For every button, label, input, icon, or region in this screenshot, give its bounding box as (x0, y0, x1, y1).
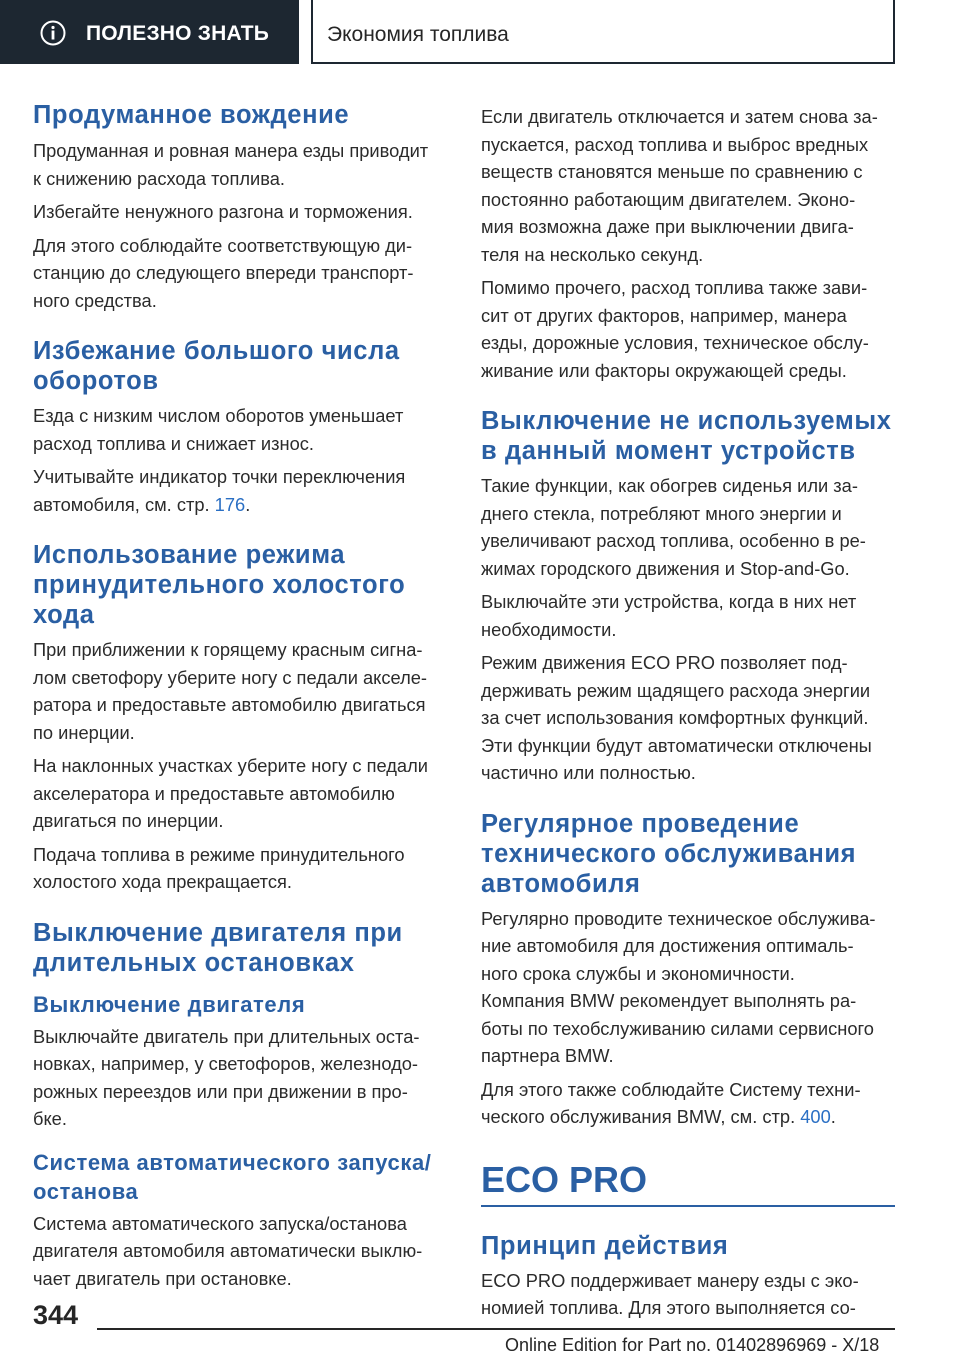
paragraph (481, 1267, 899, 1322)
section-tab (0, 0, 299, 64)
page-reference-link[interactable]: 176 (214, 493, 246, 515)
text-line: акселератора и предоставьте автомобилю (33, 782, 395, 804)
paragraph (33, 232, 451, 315)
text-line: постоянно работающим двигателем. Эконо- (481, 188, 856, 210)
text-line: автомобиля, см. стр. 176. (33, 493, 251, 515)
text-line: Режим движения ECO PRO позволяет под- (481, 652, 848, 673)
text-line: новках, например, у светофоров, железнодо- (33, 1053, 419, 1074)
text-line: партнера BMW. (481, 1045, 614, 1066)
paragraph (481, 274, 899, 384)
text-line: Подача топлива в режиме принудительного (33, 843, 405, 865)
footer-rule (97, 1328, 895, 1330)
text-line: холостого хода прекращается. (33, 871, 292, 892)
text-line: расход топлива и снижает износ. (33, 432, 315, 454)
text-line: сит от других факторов, например, манера (481, 304, 847, 326)
text-line: живание или факторы окружающей среды. (481, 359, 847, 381)
heading-avoid-high-rpm (33, 336, 451, 396)
text-line: мия возможна даже при выключении двига- (481, 216, 854, 237)
text-line: ECO PRO поддерживает манеру езды с эко- (481, 1269, 859, 1291)
paragraph (33, 137, 451, 192)
heading-line: принудительного холостого (33, 571, 406, 599)
heading-line: в данный момент устройств (481, 437, 856, 465)
text-line: Если двигатель отключается и затем снова за- (481, 106, 878, 127)
chapter-header (311, 0, 895, 64)
text-line: рожных переездов или при движении в про- (33, 1080, 408, 1102)
paragraph (481, 905, 899, 1070)
text-line: веществ становятся меньше по сравнению с (481, 161, 863, 182)
text-line: ного средства. (33, 289, 157, 311)
heading-line: Выключение двигателя при (33, 918, 403, 947)
text-line: ческого обслуживания BMW, см. стр. 400. (481, 1106, 836, 1127)
text-line: На наклонных участках уберите ногу с педали (33, 755, 428, 776)
page-number: 344 (33, 1300, 79, 1330)
text-line: Выключайте двигатель при длительных оста- (33, 1025, 420, 1047)
text-line: номией топлива. Для этого выполняется со- (481, 1297, 856, 1318)
paragraph (481, 649, 899, 787)
heading-line: автомобиля (481, 869, 641, 898)
heading-rule (481, 1205, 895, 1207)
heading-thoughtful-driving: Продуманное вождение (33, 101, 350, 129)
text-line: Езда с низким числом оборотов уменьшает (33, 405, 404, 426)
text-line: Для этого соблюдайте соответствующую ди- (33, 234, 413, 256)
heading-operating-principle: Принцип действия (481, 1231, 729, 1260)
text-line: к снижению расхода топлива. (33, 167, 285, 189)
text-line: боты по техобслуживанию силами сервисного (481, 1017, 874, 1039)
text-line: бке. (33, 1108, 67, 1129)
heading-line: технического обслуживания (481, 839, 857, 868)
text-line: жимах городского движения и Stop-and-Go. (481, 557, 850, 579)
page-reference-link[interactable]: 400 (800, 1106, 831, 1127)
text-line: Для этого также соблюдайте Систему техни- (481, 1078, 861, 1100)
section-tab-label: ПОЛЕЗНО ЗНАТЬ (86, 22, 270, 45)
text-line: теля на несколько секунд. (481, 243, 704, 265)
text-line: Избегайте ненужного разгона и торможения. (33, 201, 413, 222)
text-line: двигаться по инерции. (33, 810, 224, 831)
text-line: При приближении к горящему красным сигна- (33, 639, 423, 660)
heading-line: Система автоматического запуска/ (33, 1149, 432, 1175)
text-line: днего стекла, потребляют много энергии и (481, 502, 842, 524)
text-line: ного срока службы и экономичности. (481, 962, 795, 984)
chapter-heading-eco-pro: ECO PRO (481, 1158, 648, 1200)
text-line: держивать режим щадящего расхода энергии (481, 679, 871, 701)
heading-line: останова (33, 1178, 139, 1204)
text-line: Помимо прочего, расход топлива также зави- (481, 277, 868, 298)
footer-edition: Online Edition for Part no. 01402896969 - X/18 (505, 1335, 880, 1355)
text-line: езды, дорожные условия, техническое обслу- (481, 332, 869, 353)
text-line: Такие функции, как обогрев сиденья или за- (481, 475, 858, 496)
text-line: станцию до следующего впереди транспорт- (33, 262, 414, 283)
heading-regular-maintenance (481, 809, 899, 899)
heading-line: Выключение не используемых (481, 407, 892, 435)
heading-coasting-mode (33, 540, 451, 630)
text-line: чает двигатель при остановке. (33, 1267, 292, 1289)
text-line: Компания BMW рекомендует выполнять ра- (481, 990, 857, 1011)
paragraph (481, 103, 899, 268)
heading-line: хода (33, 601, 95, 629)
paragraph (33, 402, 451, 457)
text-line: двигателя автомобиля автоматически выклю- (33, 1240, 423, 1261)
heading-switch-off-devices (481, 406, 899, 466)
chapter-title: Экономия топлива (327, 23, 509, 46)
paragraph (481, 588, 899, 643)
text-line: Выключайте эти устройства, когда в них нет (481, 591, 857, 612)
paragraph (33, 198, 451, 226)
paragraph (481, 472, 899, 582)
heading-line: оборотов (33, 367, 159, 395)
paragraph (33, 636, 451, 746)
subheading-engine-off: Выключение двигателя (33, 991, 306, 1017)
paragraph (33, 1210, 451, 1293)
paragraph (33, 752, 451, 835)
heading-line: Избежание большого числа (33, 337, 400, 365)
text-line: по инерции. (33, 721, 135, 743)
paragraph (33, 841, 451, 896)
text-line: ние автомобиля для достижения оптималь- (481, 935, 854, 956)
text-line: Учитывайте индикатор точки переключения (33, 466, 406, 487)
text-line: увеличивают расход топлива, особенно в ре- (481, 530, 866, 551)
text-line: необходимости. (481, 618, 617, 640)
heading-line: Регулярное проведение (481, 809, 800, 838)
text-line: пускается, расход топлива и выброс вредных (481, 133, 869, 155)
text-line: Регулярно проводите техническое обслужива- (481, 907, 876, 929)
paragraph (481, 1076, 899, 1131)
text-line: за счет использования комфортных функций. (481, 707, 869, 728)
info-icon (40, 20, 66, 46)
paragraph (33, 1023, 451, 1133)
heading-engine-off-long-stops (33, 918, 451, 978)
subheading-auto-start-stop (33, 1148, 451, 1206)
heading-line: длительных остановках (33, 948, 355, 977)
right-column (481, 100, 899, 1322)
text-line: Система автоматического запуска/останова (33, 1212, 407, 1234)
text-line: Эти функции будут автоматически отключены (481, 734, 872, 756)
text-line: ратора и предоставьте автомобилю двигаться (33, 694, 426, 715)
left-column (33, 100, 451, 1292)
text-line: Продуманная и ровная манера езды приводит (33, 140, 429, 161)
text-line: частично или полностью. (481, 762, 696, 783)
heading-line: Использование режима (33, 541, 346, 569)
text-line: лом светофору уберите ногу с педали акселе- (33, 666, 428, 688)
paragraph (33, 463, 451, 518)
